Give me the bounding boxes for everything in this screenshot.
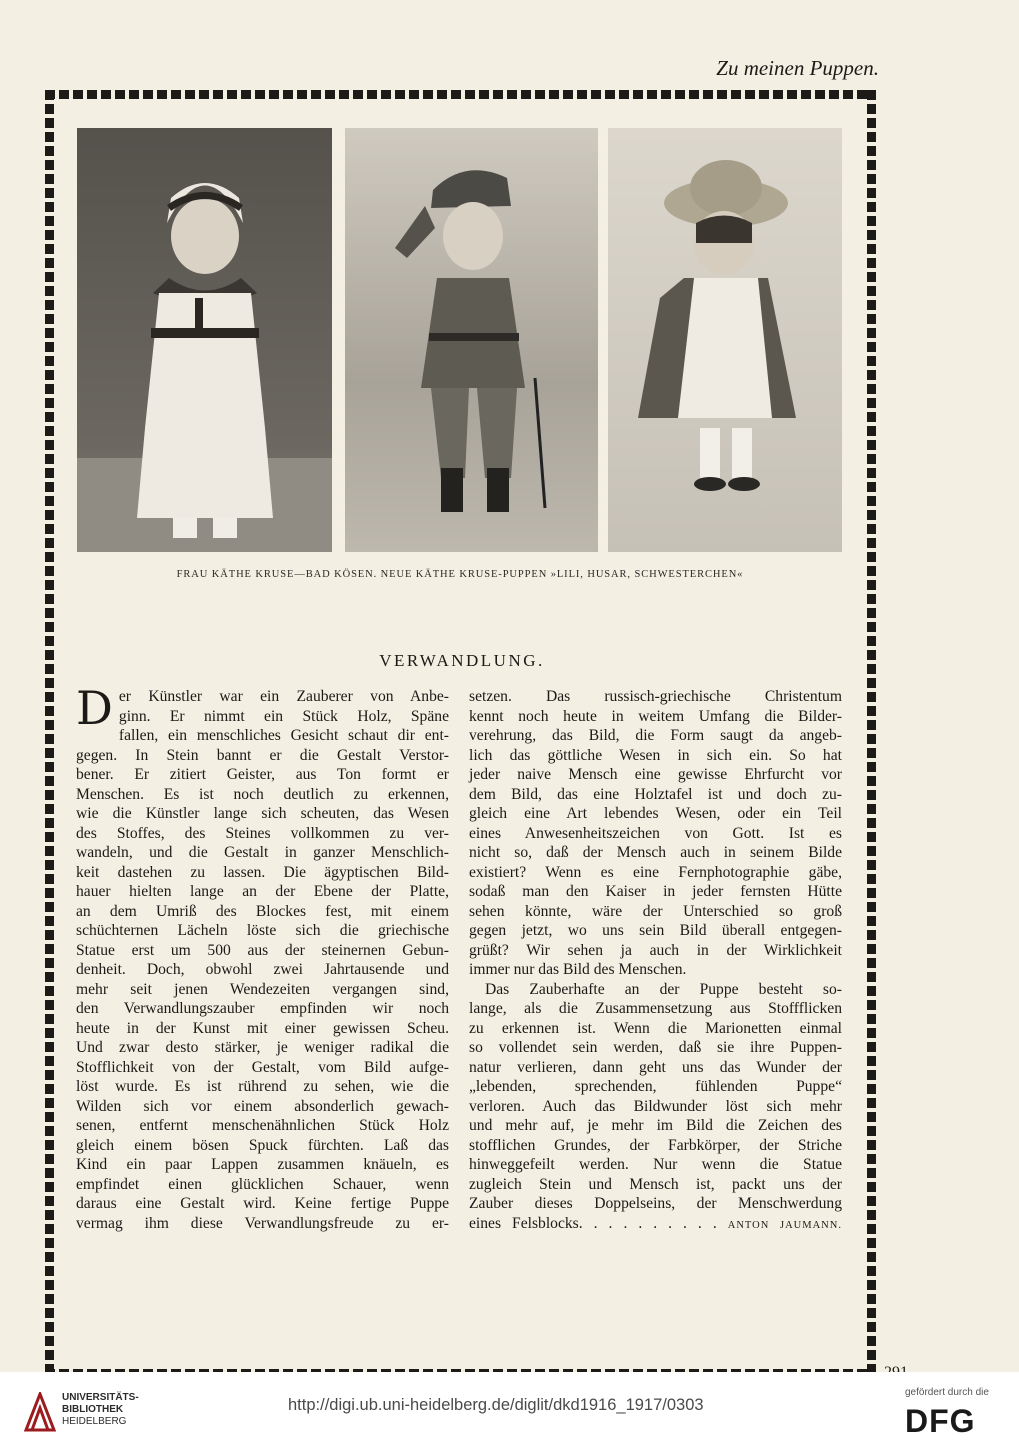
text-line: ginn. Er nimmt ein Stück Holz, Späne [118,707,449,725]
text-line: lich das göttliche Wesen in sich ein. So hat [469,746,842,764]
text-line: Wilden sich vor einem absonderlich gewach- [76,1097,449,1115]
text-line: Kind ein paar Lappen zusammen knäueln, es [76,1156,449,1173]
text-line: lange, als die Zusammensetzung aus Stoffflicken [469,1000,842,1017]
text-line: mehr seit jenen Wendezeiten vergangen sind, [76,980,449,998]
text-line: dem Bild, das eine Holztafel ist und doch zu- [469,785,842,803]
author-signature: ANTON JAUMANN. [727,1219,842,1231]
right-text-column [469,687,842,1233]
text-line: wandeln, und die Gestalt in ganzer Menschlich- [76,844,449,861]
text-line: bener. Er zitiert Geister, aus Ton formt er [76,766,449,783]
dfg-logo: DFG [905,1403,976,1439]
text-line: immer nur das Bild des Menschen. [469,961,687,978]
text-line: sodaß man den Kaiser in jeder fernsten Hütte [469,883,842,900]
border-right [867,90,876,1378]
photo-lili [77,128,332,552]
text-line: zugleich Stein und Mensch ist, packt uns der [469,1175,842,1193]
text-line: sehen könnte, wäre der Unterschied so groß [469,902,842,920]
text-line: gegen. In Stein bannt er die Gestalt Verstor- [76,746,449,764]
text-line: Und zwar desto stärker, je weniger radikal die [76,1039,449,1056]
photo-caption: FRAU KÄTHE KRUSE—BAD KÖSEN. NEUE KÄTHE KRUSE-PUPPEN »LILI, HUSAR, SCHWESTERCHEN« [176,569,744,580]
final-line [469,1214,842,1234]
photo-schwesterchen [608,128,842,552]
text-line: Stofflichkeit von der Gestalt, vom Bild aufge- [76,1058,449,1076]
text-line: Zauber dieses Doppelseins, der Menschwerdung [469,1195,842,1212]
text-line: denheit. Doch, obwohl zwei Jahrtausende und [76,961,449,978]
text-line: Das Zauberhafte an der Puppe besteht so- [485,980,842,998]
text-line: stofflichen Grundes, der Farbkörper, der Striche [469,1136,842,1154]
text-line: natur verlieren, dann geht uns das Wunder der [469,1058,842,1076]
article-title: VERWANDLUNG. [379,651,545,670]
left-text-column [76,681,449,1233]
text-line: Menschen. Es ist noch deutlich zu erkennen, [76,785,449,803]
institution-name [62,1392,139,1428]
text-line: verehrung, das Bild, die Form saugt da angeb- [469,727,842,744]
border-left [45,90,54,1378]
university-library-logo-icon [24,1392,56,1432]
institution-line: BIBLIOTHEK [62,1404,124,1415]
text-line: verloren. Auch das Bildwunder löst sich mehr [469,1097,842,1115]
running-head: Zu meinen Puppen. [716,56,879,80]
text-line: er Künstler war ein Zauberer von Anbe- [118,688,449,705]
text-line: nicht so, daß der Mensch auch in seinem Bilde [469,844,842,861]
text-line: eines Anwesenheitszeichen von Gott. Ist es [469,824,842,842]
text-line: heute in der Kunst mit einer gewissen Scheu. [76,1019,449,1037]
text-line: kennt noch heute in weitem Umfang die Bilder- [469,707,842,725]
text-line: setzen. Das russisch-griechische Christentum [469,688,842,705]
institution-line: UNIVERSITÄTS- [62,1392,139,1403]
digitization-footer [0,1372,1019,1451]
text-line: grüßt? Wir sehen ja auch in der Wirklichkeit [469,941,842,959]
text-line: Statue erst um 500 aus der steinernen Gebun- [76,941,449,959]
institution-line: HEIDELBERG [62,1416,127,1427]
text-line: wie die Künstler lange sich scheuten, das Wesen [76,805,449,822]
photo-husar [345,128,598,552]
text-line: gegen jetzt, wo uns sein Bild überall entgegen- [469,922,842,939]
text-line: so vollendet sein werden, daß sie ihre Puppen- [469,1039,842,1056]
text-line: keit dastehen zu lassen. Die ägyptischen Bild- [76,863,449,881]
funding-note: gefördert durch die [905,1387,989,1398]
text-line: und mehr auf, je mehr im Bild die Zeichen des [469,1117,842,1134]
text-line: daraus eine Gestalt wird. Keine fertige Puppe [76,1195,449,1212]
text-line: des Stoffes, des Steines vollkommen zu ver- [76,824,449,842]
text-line: existiert? Wenn es eine Fernphotographie gäbe, [469,863,842,881]
text-line: fallen, ein menschliches Gesicht schaut dir ent- [118,727,449,744]
text-line: löst wurde. Es ist rührend zu sehen, wie die [76,1078,449,1095]
text-line: „lebenden, sprechenden, fühlenden Puppe“ [469,1078,842,1095]
text-line: den Verwandlungszauber empfinden wir noch [76,1000,449,1017]
doll-photographs [77,128,842,552]
text-line: zu erkennen ist. Wenn die Marionetten einmal [469,1019,842,1037]
border-top [45,90,876,99]
text-line: jeder naive Mensch eine gewisse Ehrfurcht vor [469,766,842,783]
text-line: senen, entfernt menschenähnlichen Stück Holz [76,1117,449,1134]
text-line: hauer hielten lange an der Ebene der Platte, [76,883,449,900]
text-line: hinweggefeilt werden. Nur wenn die Statue [469,1156,842,1173]
text-line: empfindet einen glücklichen Schauer, wenn [76,1175,449,1193]
text-line: vermag ihm diese Verwandlungsfreude zu er- [76,1214,449,1232]
text-line: gleich einem bösen Spuck fürchten. Laß das [76,1136,449,1154]
text-line: schüchternen Lächeln löste sich die griechische [76,922,449,939]
text-line: gleich eine Art lebendes Wesen, oder ein Teil [469,805,842,822]
permalink-url[interactable]: http://digi.ub.uni-heidelberg.de/diglit/dkd1916_1917/0303 [288,1396,704,1414]
final-line-text: eines Felsblocks. . . . . . . . . . [469,1214,717,1232]
text-line: an dem Umriß des Blockes fest, mit einem [76,902,449,920]
drop-cap: D [76,681,113,735]
